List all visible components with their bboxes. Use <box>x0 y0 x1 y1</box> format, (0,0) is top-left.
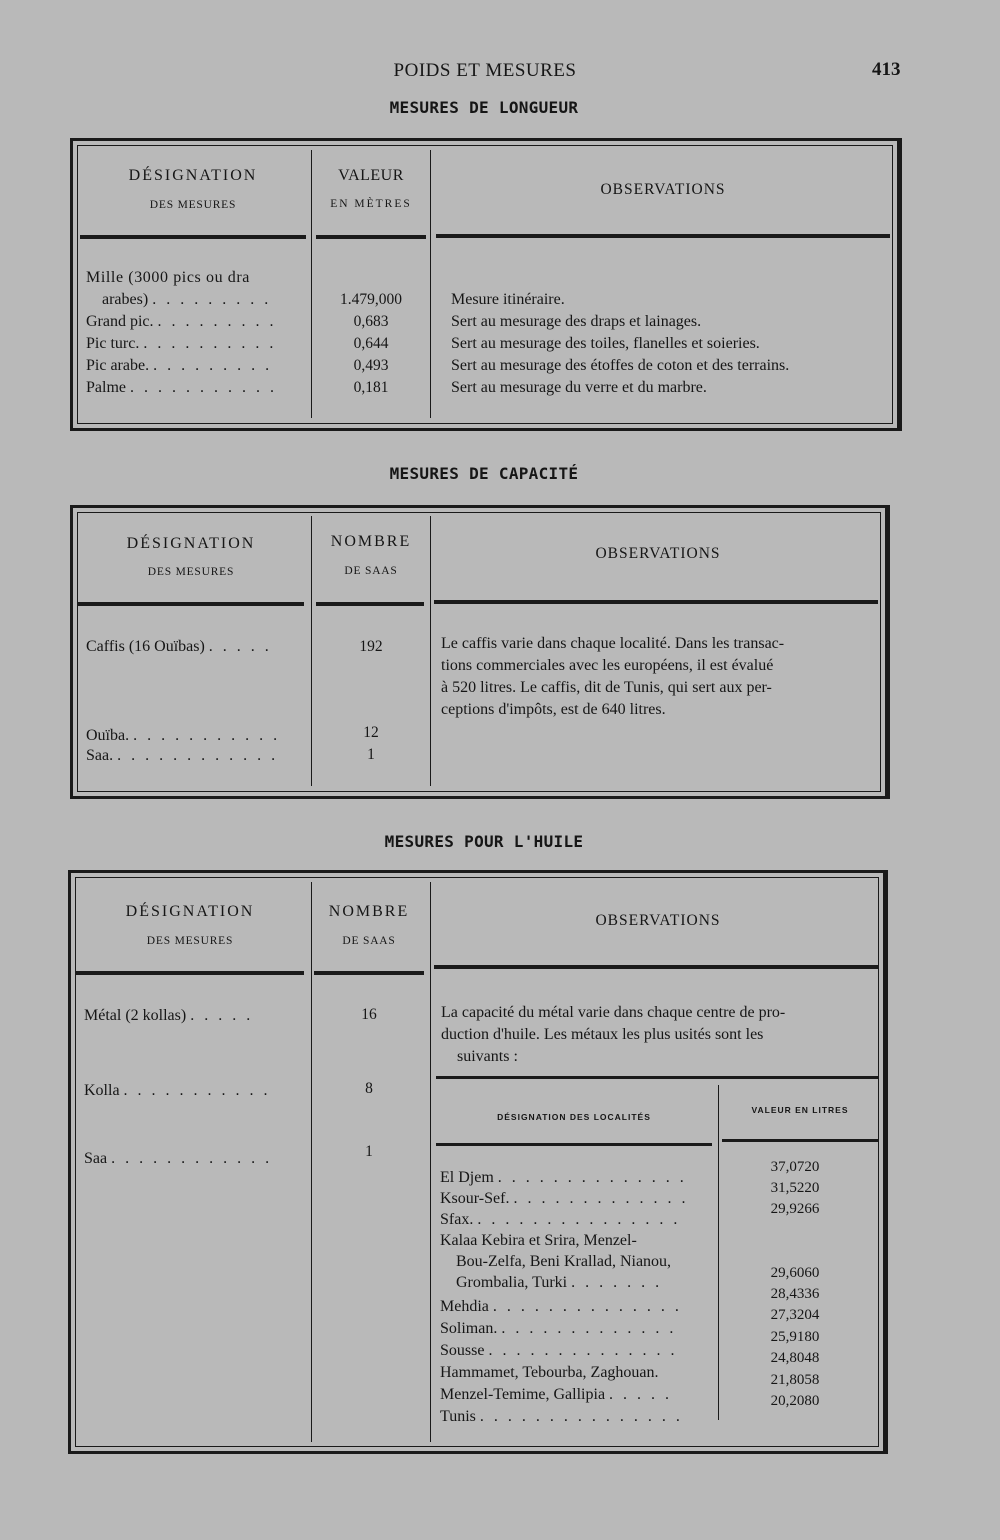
row-label: Ouïba. . . . . . . . . . . . <box>86 727 281 744</box>
row-label: Caffis (16 Ouïbas) . . . . . <box>86 638 272 655</box>
column-header-designation: DÉSIGNATION <box>125 903 255 920</box>
row-label: Pic arabe. . . . . . . . . . <box>86 357 273 374</box>
row-label: Saa. . . . . . . . . . . . . <box>86 747 279 764</box>
row-observation: Sert au mesurage des draps et lainages. <box>451 313 702 330</box>
row-value: 0,683 <box>353 313 389 330</box>
observation-line: La capacité du métal varie dans chaque centre de pro- <box>441 1004 786 1021</box>
localite-name: Soliman. . . . . . . . . . . . . . <box>440 1320 677 1337</box>
header-rule <box>80 235 306 239</box>
row-value: 12 <box>363 724 379 741</box>
row-label: arabes) . . . . . . . . . <box>102 291 272 308</box>
observation-line: ceptions d'impôts, est de 640 litres. <box>441 701 666 718</box>
column-subheader-nombre: DE SAAS <box>344 565 398 577</box>
localite-name: Bou-Zelfa, Beni Krallad, Nianou, <box>456 1253 672 1270</box>
column-header-observations: OBSERVATIONS <box>595 912 721 929</box>
localite-value: 20,2080 <box>770 1393 820 1409</box>
observation-line: Le caffis varie dans chaque localité. Dans les transac- <box>441 635 785 652</box>
header-rule <box>316 235 426 239</box>
header-rule <box>434 965 878 969</box>
column-subheader-nombre: DE SAAS <box>342 935 396 947</box>
row-value: 0,644 <box>353 335 389 352</box>
section-title-capacite: MESURES DE CAPACITÉ <box>389 464 579 483</box>
localite-value: 31,5220 <box>770 1180 820 1196</box>
subtable-header-localites: DÉSIGNATION DES LOCALITÉS <box>497 1112 651 1122</box>
row-observation: Sert au mesurage des toiles, flanelles et soieries. <box>451 335 760 352</box>
row-label: Grand pic. . . . . . . . . . <box>86 313 277 330</box>
localite-name: Ksour-Sef. . . . . . . . . . . . . . <box>440 1190 689 1207</box>
localite-name: El Djem . . . . . . . . . . . . . . <box>440 1169 687 1186</box>
localite-value: 21,8058 <box>770 1372 820 1388</box>
row-value: 1 <box>367 746 375 763</box>
localite-value: 27,3204 <box>770 1307 820 1323</box>
localite-name: Mehdia . . . . . . . . . . . . . . <box>440 1298 682 1315</box>
observation-line: duction d'huile. Les métaux les plus usités sont les <box>441 1026 764 1043</box>
row-label: Mille (3000 pics ou dra <box>86 269 250 286</box>
column-subheader-designation: DES MESURES <box>146 935 234 947</box>
column-header-nombre: NOMBRE <box>328 903 410 920</box>
column-header-designation: DÉSIGNATION <box>126 535 256 552</box>
section-title-huile: MESURES POUR L'HUILE <box>384 832 584 851</box>
localite-name: Hammamet, Tebourba, Zaghouan. <box>440 1364 659 1381</box>
column-header-observations: OBSERVATIONS <box>595 545 721 562</box>
running-title: POIDS ET MESURES <box>393 60 577 81</box>
observation-line: à 520 litres. Le caffis, dit de Tunis, qui sert aux per- <box>441 679 772 696</box>
localite-name: Sousse . . . . . . . . . . . . . . <box>440 1342 678 1359</box>
row-label: Palme . . . . . . . . . . . <box>86 379 277 396</box>
row-value: 8 <box>365 1080 373 1097</box>
column-subheader-designation: DES MESURES <box>149 199 237 211</box>
header-rule <box>434 600 878 604</box>
column-divider <box>311 882 312 1442</box>
localite-value: 25,9180 <box>770 1329 820 1345</box>
header-rule <box>78 602 304 606</box>
header-rule <box>314 971 424 975</box>
row-value: 0,181 <box>353 379 389 396</box>
subtable-header-valeur: VALEUR EN LITRES <box>751 1105 849 1115</box>
column-header-observations: OBSERVATIONS <box>600 181 726 198</box>
row-value: 192 <box>359 638 383 655</box>
section-title-longueur: MESURES DE LONGUEUR <box>389 98 579 117</box>
header-rule <box>436 234 890 238</box>
localite-value: 28,4336 <box>770 1286 820 1302</box>
localite-value: 24,8048 <box>770 1350 820 1366</box>
observation-line: suivants : <box>457 1048 518 1065</box>
header-rule <box>316 602 424 606</box>
row-label: Kolla . . . . . . . . . . . <box>84 1082 271 1099</box>
row-observation: Sert au mesurage du verre et du marbre. <box>451 379 707 396</box>
localite-name: Kalaa Kebira et Srira, Menzel- <box>440 1232 637 1249</box>
row-label: Métal (2 kollas) . . . . . <box>84 1007 254 1024</box>
subtable-header-rule <box>722 1139 878 1142</box>
row-label: Saa . . . . . . . . . . . . <box>84 1150 273 1167</box>
row-observation: Sert au mesurage des étoffes de coton et des terrains. <box>451 357 790 374</box>
column-subheader-valeur: EN MÈTRES <box>330 198 412 210</box>
column-divider <box>430 150 431 418</box>
column-divider <box>311 150 312 418</box>
observation-line: tions commerciales avec les européens, il est évalué <box>441 657 774 674</box>
row-value: 1 <box>365 1143 373 1160</box>
localite-name: Menzel-Temime, Gallipia . . . . . <box>440 1386 673 1403</box>
column-header-designation: DÉSIGNATION <box>128 167 258 184</box>
localite-name: Tunis . . . . . . . . . . . . . . . <box>440 1408 683 1425</box>
subtable-top-rule <box>436 1076 878 1079</box>
row-label: Pic turc. . . . . . . . . . . <box>86 335 277 352</box>
row-observation: Mesure itinéraire. <box>451 291 565 308</box>
localite-value: 29,6060 <box>770 1265 820 1281</box>
column-header-valeur: VALEUR <box>338 167 404 184</box>
subtable-column-divider <box>718 1085 719 1420</box>
column-subheader-designation: DES MESURES <box>147 566 235 578</box>
subtable-header-rule <box>436 1143 712 1146</box>
row-value: 1.479,000 <box>340 291 402 308</box>
localite-name: Sfax. . . . . . . . . . . . . . . . <box>440 1211 681 1228</box>
localite-name: Grombalia, Turki . . . . . . . <box>456 1274 663 1291</box>
header-rule <box>76 971 304 975</box>
column-divider <box>311 516 312 786</box>
localite-value: 37,0720 <box>770 1159 820 1175</box>
localite-value: 29,9266 <box>770 1201 820 1217</box>
row-value: 16 <box>361 1006 377 1023</box>
column-divider <box>430 882 431 1442</box>
page-number: 413 <box>872 59 901 80</box>
row-value: 0,493 <box>353 357 389 374</box>
column-header-nombre: NOMBRE <box>330 533 412 550</box>
column-divider <box>430 516 431 786</box>
